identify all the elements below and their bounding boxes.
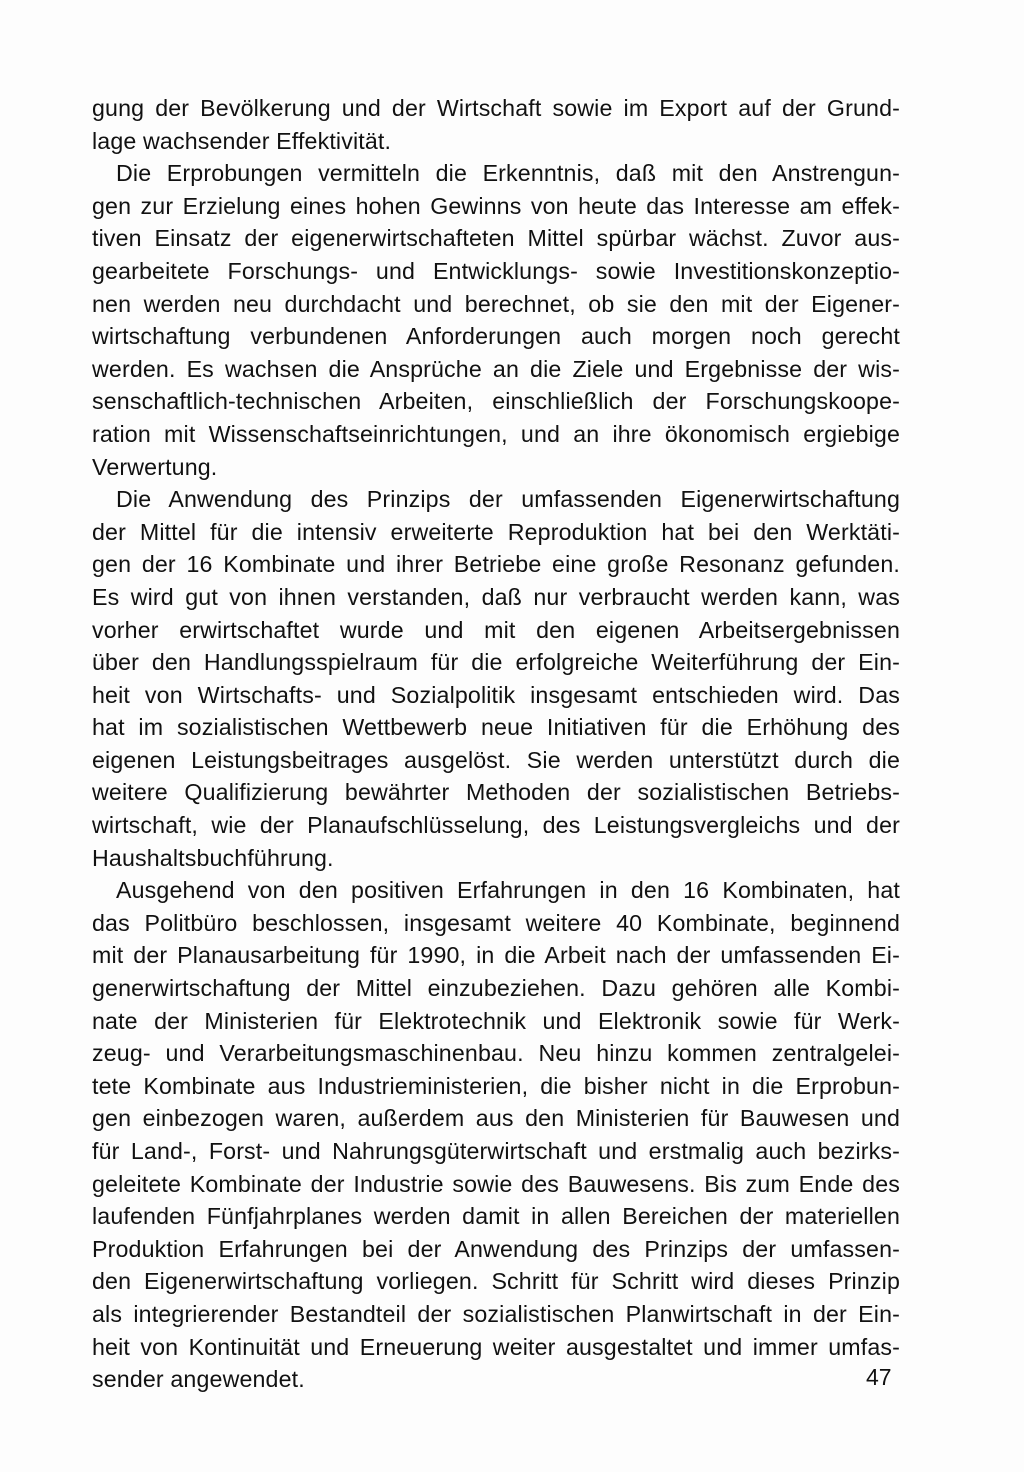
- text-line: laufenden Fünfjahrplanes werden damit in allen Bereichen der materiellen: [92, 1203, 900, 1230]
- text-line: sender angewendet.: [92, 1366, 305, 1393]
- text-line: der Mittel für die intensiv erweiterte Reproduktion hat bei den Werktäti-: [92, 518, 900, 545]
- text-line: vorher erwirtschaftet wurde und mit den eigenen Arbeitsergebnissen: [92, 616, 900, 643]
- text-line: gung der Bevölkerung und der Wirtschaft sowie im Export auf der Grund-: [92, 95, 900, 121]
- text-line: Es wird gut von ihnen verstanden, daß nur verbraucht werden kann, was: [92, 583, 900, 610]
- text-line: gen einbezogen waren, außerdem aus den Ministerien für Bauwesen und: [92, 1105, 900, 1132]
- text-line: wirtschaftung verbundenen Anforderungen auch morgen noch gerecht: [92, 323, 900, 350]
- text-line: den Eigenerwirtschaftung vorliegen. Schritt für Schritt wird dieses Prinzip: [92, 1268, 900, 1295]
- text-line: weitere Qualifizierung bewährter Methoden der sozialistischen Betriebs-: [92, 779, 900, 806]
- text-line: Verwertung.: [92, 453, 218, 480]
- text-line: über den Handlungsspielraum für die erfolgreiche Weiterführung der Ein-: [92, 649, 900, 676]
- text-line: lage wachsender Effektivität.: [92, 127, 392, 154]
- text-line: Die Anwendung des Prinzips der umfassenden Eigenerwirtschaftung: [116, 486, 900, 513]
- body-text: [92, 92, 900, 1396]
- text-line: wirtschaft, wie der Planaufschlüsselung, des Leistungsvergleichs und der: [92, 812, 900, 839]
- text-line: ration mit Wissenschaftseinrichtungen, und an ihre ökonomisch ergiebige: [92, 420, 900, 447]
- text-line: geleitete Kombinate der Industrie sowie des Bauwesens. Bis zum Ende des: [92, 1170, 900, 1197]
- text-line: mit der Planausarbeitung für 1990, in die Arbeit nach der umfassenden Ei-: [92, 942, 900, 969]
- text-line: heit von Kontinuität und Erneuerung weiter ausgestaltet und immer umfas-: [92, 1333, 900, 1360]
- text-line: Ausgehend von den positiven Erfahrungen in den 16 Kombinaten, hat: [116, 877, 900, 904]
- text-line: das Politbüro beschlossen, insgesamt weitere 40 Kombinate, beginnend: [92, 909, 900, 936]
- text-line: als integrierender Bestandteil der sozialistischen Planwirtschaft in der Ein-: [92, 1300, 900, 1327]
- text-line: heit von Wirtschafts- und Sozialpolitik insgesamt entschieden wird. Das: [92, 681, 900, 708]
- text-line: generwirtschaftung der Mittel einzubeziehen. Dazu gehören alle Kombi-: [92, 975, 900, 1002]
- text-line: werden. Es wachsen die Ansprüche an die Ziele und Ergebnisse der wis-: [92, 355, 900, 382]
- text-line: gen zur Erzielung eines hohen Gewinns von heute das Interesse am effek-: [92, 192, 900, 219]
- text-line: nate der Ministerien für Elektrotechnik und Elektronik sowie für Werk-: [92, 1007, 900, 1034]
- text-line: Produktion Erfahrungen bei der Anwendung des Prinzips der umfassen-: [92, 1235, 900, 1262]
- page-number: 47: [866, 1364, 892, 1390]
- text-line: senschaftlich-technischen Arbeiten, einschließlich der Forschungskoope-: [92, 388, 900, 415]
- text-line: Haushaltsbuchführung.: [92, 844, 334, 871]
- text-line: tete Kombinate aus Industrieministerien, die bisher nicht in die Erprobun-: [92, 1072, 900, 1099]
- text-line: gearbeitete Forschungs- und Entwicklungs- sowie Investitionskonzeptio-: [92, 257, 900, 284]
- text-line: zeug- und Verarbeitungsmaschinenbau. Neu hinzu kommen zentralgelei-: [92, 1040, 900, 1067]
- text-line: tiven Einsatz der eigenerwirtschafteten Mittel spürbar wächst. Zuvor aus-: [92, 225, 900, 252]
- text-line: hat im sozialistischen Wettbewerb neue Initiativen für die Erhöhung des: [92, 714, 900, 741]
- text-line: Die Erprobungen vermitteln die Erkenntnis, daß mit den Anstrengun-: [116, 160, 900, 187]
- text-line: gen der 16 Kombinate und ihrer Betriebe eine große Resonanz gefunden.: [92, 551, 900, 578]
- text-line: nen werden neu durchdacht und berechnet, ob sie den mit der Eigener-: [92, 290, 900, 317]
- text-line: eigenen Leistungsbeitrages ausgelöst. Sie werden unterstützt durch die: [92, 746, 900, 773]
- text-line: für Land-, Forst- und Nahrungsgüterwirtschaft und erstmalig auch bezirks-: [92, 1138, 900, 1164]
